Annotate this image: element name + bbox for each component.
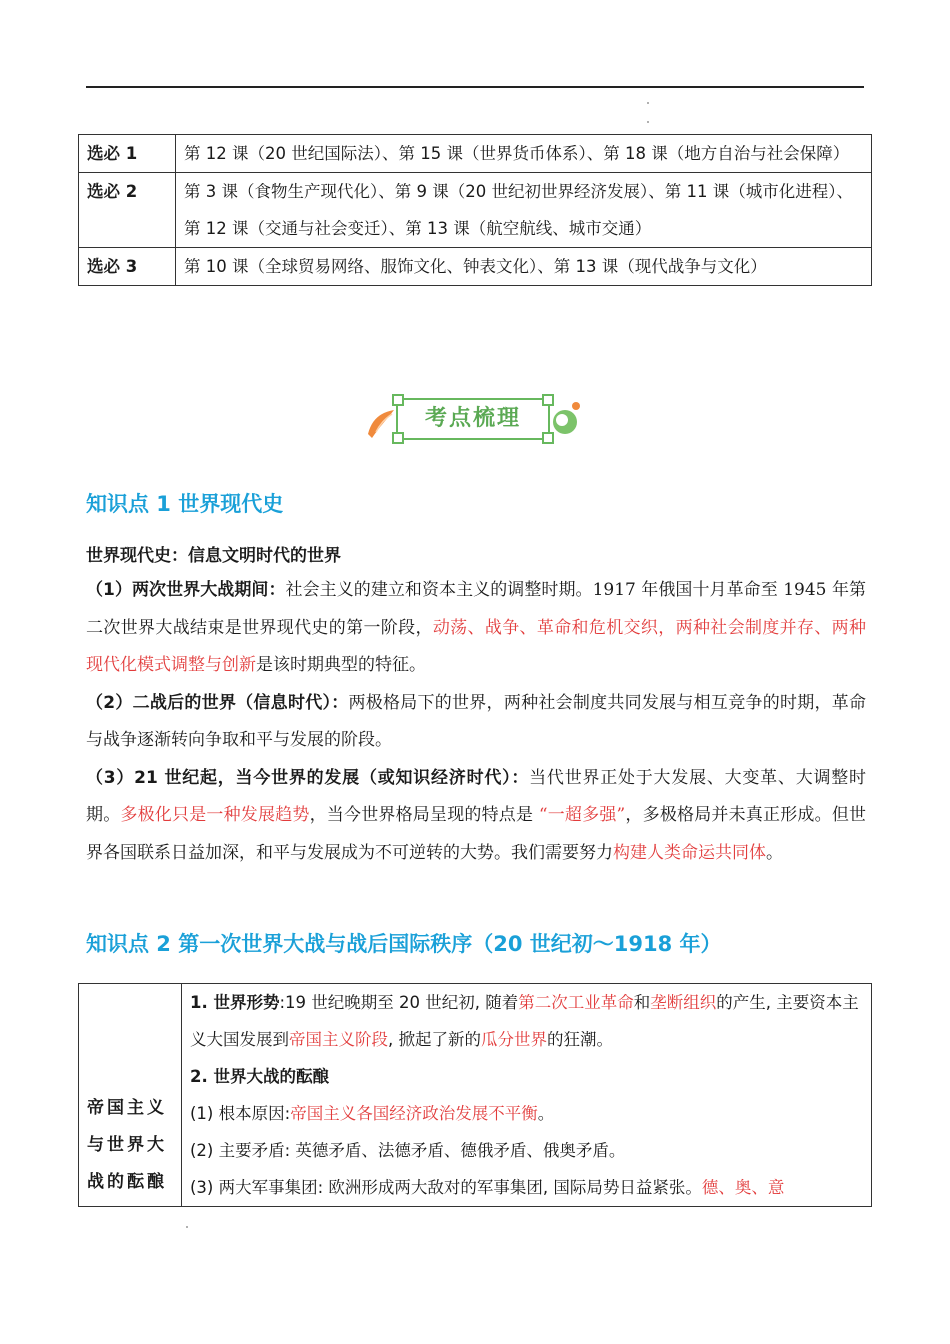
table-row: [79, 173, 872, 248]
paragraph: （2）二战后的世界（信息时代）：两极格局下的世界，两种社会制度共同发展与相互竞争的时期，革命与战争逐渐转向争取和平与发展的阶段。: [86, 692, 867, 750]
kp2-heading: 知识点 2 第一次世界大战与战后国际秩序（20 世纪初～1918 年）: [86, 932, 722, 956]
banner-frame: [396, 398, 550, 440]
course-text: 第 10 课（全球贸易网络、服饰文化、钟表文化）、第 13 课（现代战争与文化）: [176, 248, 872, 286]
page-mark: [186, 1226, 188, 1228]
highlight: “一超多强”: [538, 805, 626, 825]
course-label: 选必 1: [79, 135, 176, 173]
header-rule: [86, 86, 864, 88]
paragraph: （3）21 世纪起，当今世界的发展（或知识经济时代）：当代世界正处于大发展、大变革、大调整时期。多极化只是一种发展趋势，当今世界格局呈现的特点是 “一超多强”，多极格局并未真正形成。但世界各国联系日益加深，和平与发展成为不可逆转的大势。我们需要努力构建人类命运共同体。: [86, 767, 867, 863]
table-row: [79, 984, 872, 1207]
kp1-heading: 知识点 1 世界现代史: [86, 492, 284, 516]
page-mark: [647, 121, 649, 123]
table-row: [79, 248, 872, 286]
highlight: 构建人类命运共同体: [613, 842, 766, 863]
course-table: [78, 134, 872, 286]
banner-title: 考点梳理: [424, 406, 521, 431]
course-label: 选必 3: [79, 248, 176, 286]
kp1-body: [86, 572, 866, 872]
highlight: 动荡、战争、革命和危机交织，两种社会制度并存、两种现代化模式调整与创新: [86, 617, 867, 675]
course-text: 第 3 课（食物生产现代化）、第 9 课（20 世纪初世界经济发展）、第 11 课（城市化进程）、第 12 课（交通与社会变迁）、第 13 课（航空航线、城市交通）: [176, 173, 872, 248]
section-banner: [366, 392, 582, 450]
para-lead: （2）二战后的世界（信息时代）：: [86, 692, 349, 713]
highlight: 多极化只是一种发展趋势: [120, 805, 310, 825]
course-text: 第 12 课（20 世纪国际法）、第 15 课（世界货币体系）、第 18 课（地方自治与社会保障）: [176, 135, 872, 173]
ww1-content: 1. 世界形势:19 世纪晚期至 20 世纪初, 随着第二次工业革命和垄断组织的产生, 主要资本主义大国发展到帝国主义阶段, 掀起了新的瓜分世界的狂潮。 2. 世界大战的酝酿 (1) 根本原因:帝国主义各国经济政治发展不平衡。 (2) 主要矛盾: 英德矛盾、法德矛盾、德俄矛盾、俄奥矛盾。 (3) 两大军事集团: 欧洲形成两大敌对的军事集团, 国际局势日益紧张。德、奥、意: [182, 984, 872, 1207]
kp1-subheading: 世界现代史：信息文明时代的世界: [86, 546, 341, 566]
course-label: 选必 2: [79, 173, 176, 248]
paragraph: （1）两次世界大战期间：社会主义的建立和资本主义的调整时期。1917 年俄国十月革命至 1945 年第二次世界大战结束是世界现代史的第一阶段，动荡、战争、革命和危机交织，两种社会制度并存、两种现代化模式调整与创新是该时期典型的特征。: [86, 580, 867, 675]
para-lead: （1）两次世界大战期间：: [86, 580, 286, 600]
bulb-icon: [548, 398, 582, 438]
para-lead: （3）21 世纪起，当今世界的发展（或知识经济时代）：: [86, 767, 530, 788]
page-mark: [647, 102, 649, 104]
ww1-table: [78, 983, 872, 1207]
table-row: [79, 135, 872, 173]
ww1-label: 帝国主义与世界大战的酝酿: [79, 984, 182, 1207]
